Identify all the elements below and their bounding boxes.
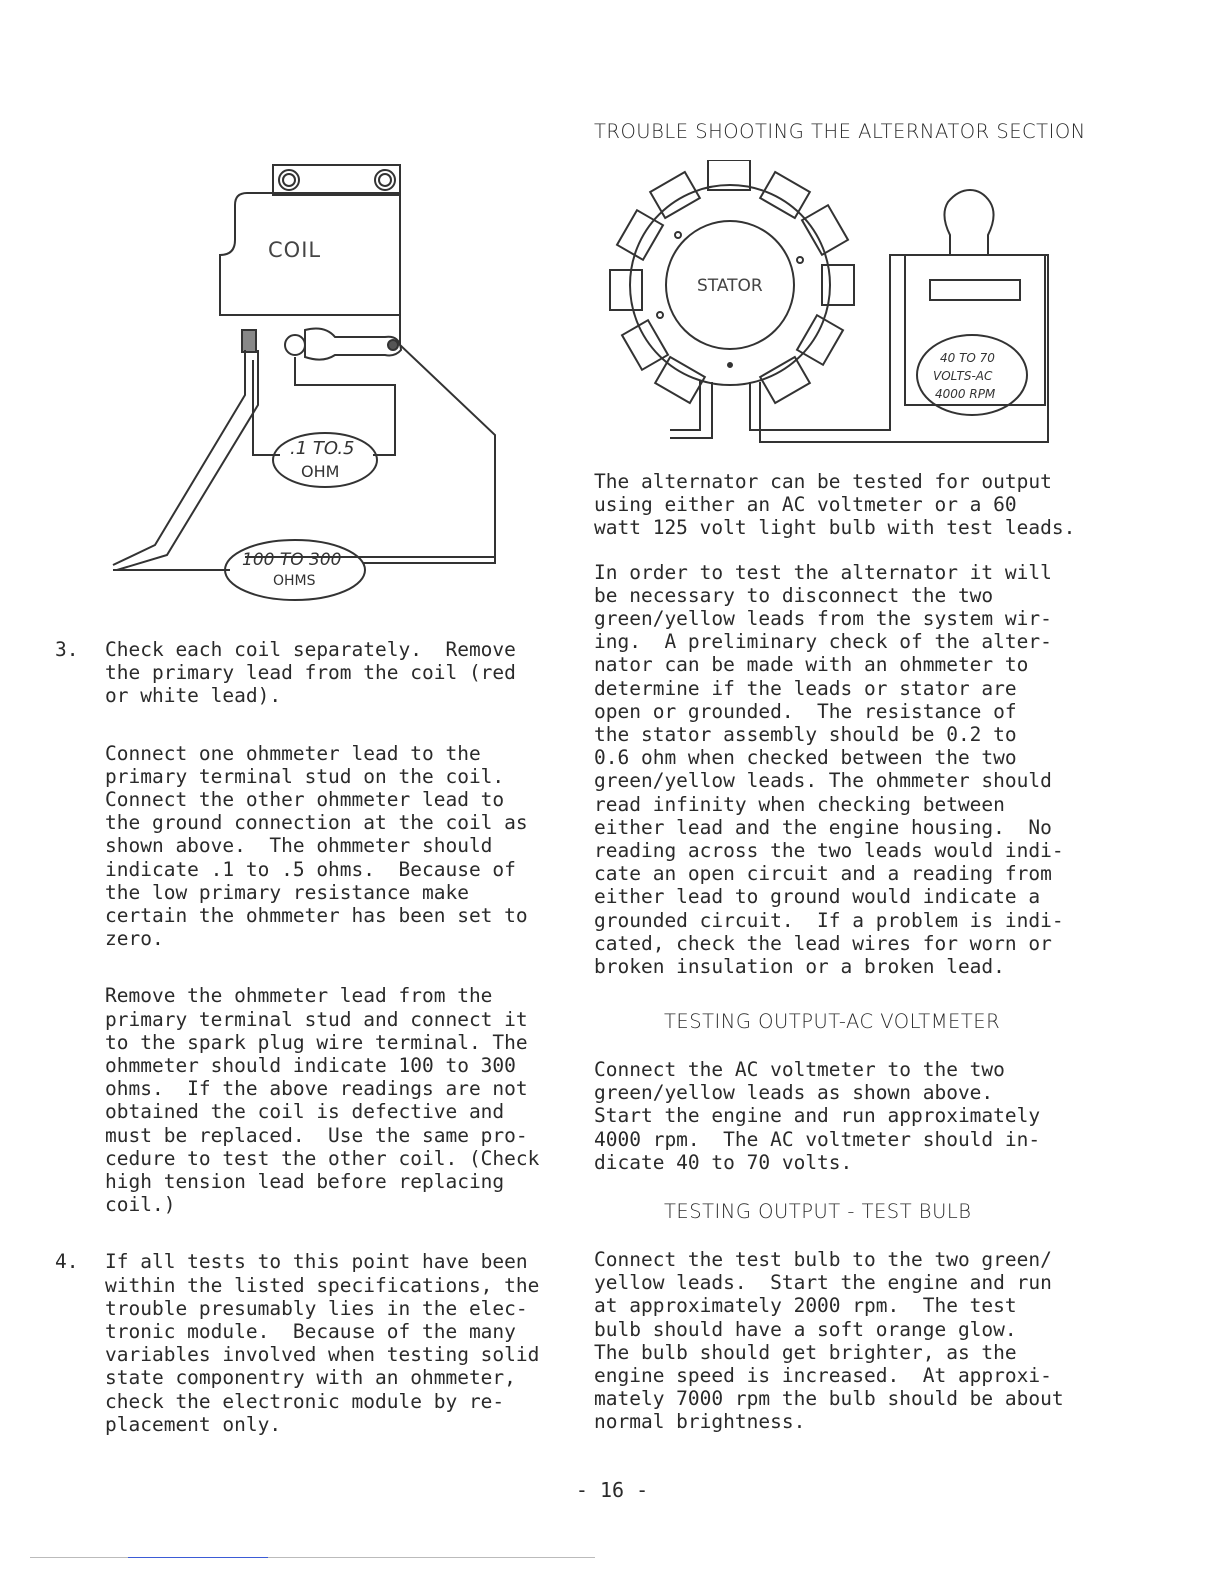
stator-label: STATOR [697, 276, 763, 296]
footer-rule-accent [128, 1557, 268, 1558]
item-3 [55, 638, 539, 708]
item-3-line: the primary lead from the coil (red [105, 661, 516, 685]
test-bulb [944, 190, 993, 255]
coil-ohmmeter-diagram [95, 145, 555, 615]
page-number: - 16 - [575, 1478, 649, 1502]
voltmeter-paragraph: Connect the AC voltmeter to the two green/yellow leads as shown above. Start the engine and run approximately 4000 rpm. The AC voltmeter should in- dicate 40 to 70 volts. [594, 1058, 1041, 1174]
svg-text:100 TO 300: 100 TO 300 [242, 550, 342, 570]
primary-terminal [242, 330, 256, 352]
alternator-intro-paragraph: The alternator can be tested for output using either an AC voltmeter or a 60 watt 125 volt light bulb with test leads. [594, 470, 1076, 540]
coil-label: COIL [268, 238, 322, 262]
test-bulb-paragraph: Connect the test bulb to the two green/ yellow leads. Start the engine and run at approximately 2000 rpm. The test bulb should have a soft orange glow. The bulb should get brighter, as the engine speed is increased. At approxi- mately 7000 rpm the bulb should be about normal brightness. [594, 1248, 1064, 1434]
left-column [55, 638, 540, 1436]
alternator-diagram [600, 160, 1070, 450]
spark-plug-terminal [305, 329, 401, 360]
svg-text:40 TO 70: 40 TO 70 [940, 351, 995, 365]
heading-testing-voltmeter: TESTING OUTPUT-AC VOLTMETER [664, 1010, 1001, 1033]
secondary-ohmmeter-reading [225, 540, 365, 600]
footer-rule [30, 1557, 595, 1558]
alternator-check-paragraph: In order to test the alternator it will be necessary to disconnect the two green/yellow leads from the system wir- ing. A preliminary check of the alter- nator can be made with an ohmmeter to determine if the leads or stator are open or grounded. The resistance of the stator assembly should be 0.2 to 0.6 ohm when checked between the two green/yellow leads. The ohmmeter should read infinity when checking between either lead and the engine housing. No reading across the two leads would indi- cate an open circuit and a reading from either lead to ground would indicate a grounded circuit. If a problem is indi- cated, check the lead wires for worn or broken insulation or a broken lead. [594, 560, 1064, 979]
item-3-line: or white lead). [105, 684, 282, 708]
svg-text:OHMS: OHMS [273, 573, 316, 589]
section-title: TROUBLE SHOOTING THE ALTERNATOR SECTION [594, 120, 1086, 143]
heading-testing-bulb: TESTING OUTPUT - TEST BULB [664, 1200, 972, 1223]
coil-frame [245, 315, 495, 557]
item-3-line: Check each coil separately. Remove [105, 638, 516, 661]
item-4: 4. If all tests to this point have been within the listed specifications, the trouble presumably lies in the elec- tronic module. Because of the many variables involved when testing solid state componentry with an ohmmeter, check the electronic module by re- placement only. [55, 1250, 540, 1436]
right-column [594, 470, 1075, 978]
svg-text:OHM: OHM [301, 462, 340, 481]
ohmmeter-secondary-paragraph: Remove the ohmmeter lead from the primary terminal stud and connect it to the spark plug wire terminal. The ohmmeter should indicate 100 to 300 ohms. If the above readings are not obtained the coil is defective and must be replaced. Use the same pro- cedure to test the other coil. (Check high tension lead before replacing coil.) [105, 984, 540, 1217]
svg-text:VOLTS-AC: VOLTS-AC [933, 369, 993, 383]
ground-terminal [285, 335, 305, 355]
item-3-number: 3. [55, 638, 79, 661]
svg-text:4000 RPM: 4000 RPM [935, 387, 996, 401]
svg-text:.1 TO.5: .1 TO.5 [290, 438, 355, 459]
ohmmeter-primary-paragraph: Connect one ohmmeter lead to the primary terminal stud on the coil. Connect the other ohmmeter lead to the ground connection at the coil as shown above. The ohmmeter should indicate .1 to .5 ohms. Because of the low primary resistance make certain the ohmmeter has been set to zero. [105, 741, 528, 951]
item-4-number: 4. [55, 1250, 79, 1274]
